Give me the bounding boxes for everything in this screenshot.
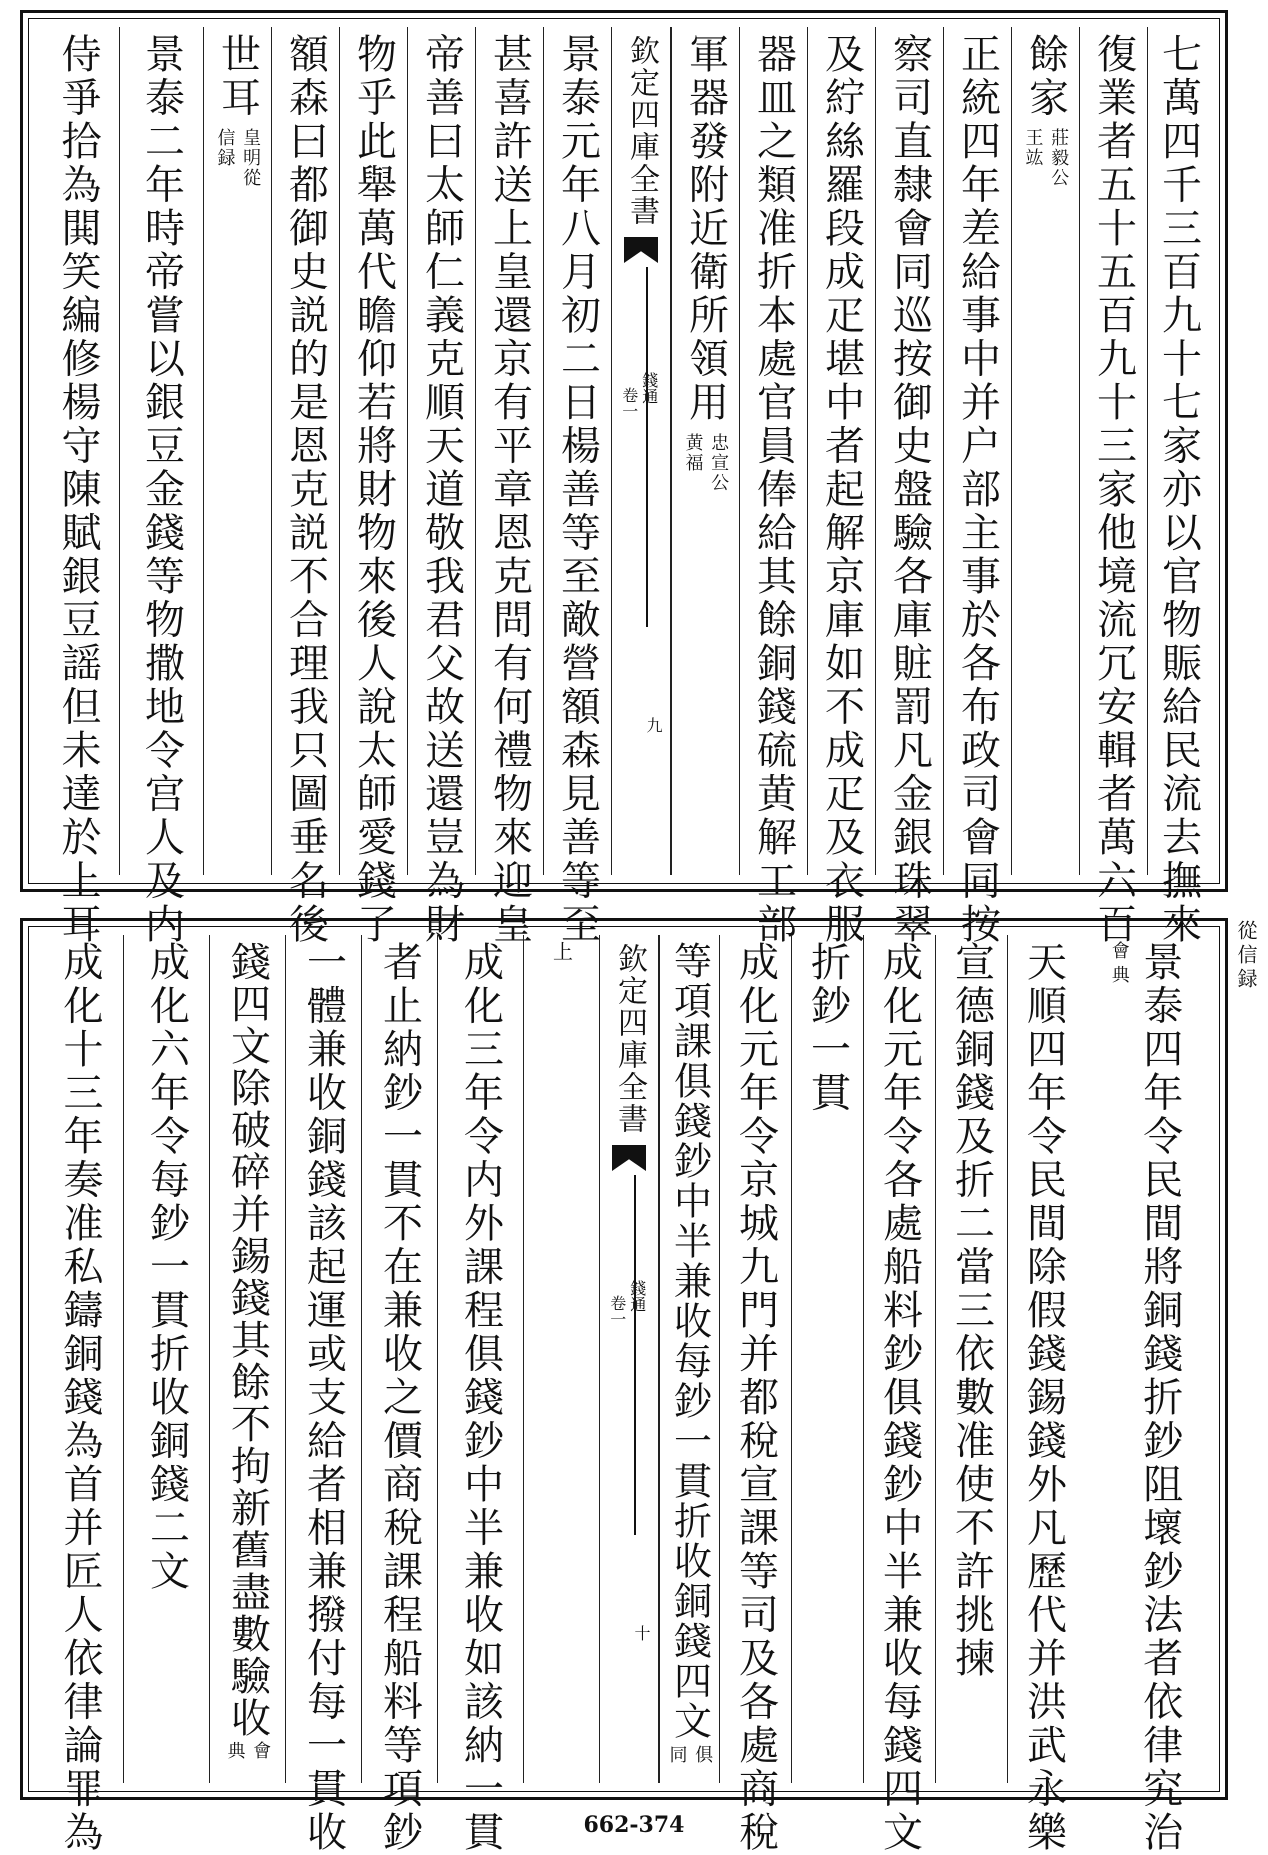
- note-text: 典: [1108, 965, 1130, 985]
- text-column: [935, 935, 1007, 1783]
- column-text: 成化元年令京城九門并都稅宣課等司及各處商稅: [732, 941, 779, 1855]
- text-column: [339, 27, 407, 947]
- column-text: 及紵絲羅段成疋堪中者起解京庫如不成疋及衣服: [818, 33, 865, 947]
- note-text: 俱: [692, 1745, 714, 1765]
- text-column: [123, 935, 209, 1783]
- column-text: 成化六年令每鈔一貫折收銅錢二文: [143, 941, 190, 1594]
- gutter-book: 錢通: [627, 1280, 647, 1312]
- column-text: 成化十三年奏准私鑄銅錢為首并匠人依律論罪為: [57, 941, 103, 1855]
- column-text: 器皿之類准折本處官員俸給其餘銅錢硫黄解工部: [750, 33, 797, 947]
- column-text: 甚喜許送上皇還京有平章恩克問有何禮物來迎皇: [486, 33, 533, 947]
- text-column: [475, 27, 543, 947]
- text-column: [285, 935, 361, 1855]
- column-text: 世耳: [214, 33, 261, 120]
- note-text: 王竑: [1022, 128, 1044, 168]
- text-column: [407, 27, 475, 947]
- column-text: 等項課俱錢鈔中半兼收每鈔一貫折收銅錢四文: [667, 941, 712, 1741]
- column-text: 帝善曰太師仁義克順天道敬我君父故送還豈為財: [418, 33, 465, 947]
- text-column: [719, 935, 791, 1855]
- interlinear-note: [666, 1745, 713, 1765]
- text-column: [543, 27, 611, 947]
- page-number: 662-374: [583, 1812, 685, 1838]
- text-column: [437, 935, 523, 1855]
- note-text: 信録: [214, 128, 236, 168]
- text-column: [739, 27, 807, 947]
- gutter-rule: [646, 267, 648, 627]
- column-text: 成化元年令各處船料鈔俱錢鈔中半兼收每錢四文: [876, 941, 923, 1855]
- column-text: 宣德銅錢及折二當三依數准使不許挑揀: [948, 941, 995, 1681]
- interlinear-note: [1022, 128, 1069, 188]
- note-text: 同: [666, 1745, 688, 1765]
- column-text: 復業者五十五百九十三家他境流冗安輯者萬六百: [1090, 33, 1137, 947]
- gutter-title: 欽定四庫全書: [624, 35, 659, 227]
- text-column: [807, 27, 875, 947]
- interlinear-note: [224, 1741, 271, 1761]
- note-text: 黄福: [682, 432, 704, 473]
- text-column: [361, 935, 437, 1855]
- gutter-volume: 卷一: [607, 1295, 627, 1327]
- fishtail-mark: [624, 237, 658, 263]
- gutter-title: 欽定四庫全書: [612, 943, 647, 1135]
- column-text: 七萬四千三百九十七家亦以官物賑給民流去撫來: [1155, 33, 1202, 947]
- text-column: [791, 935, 863, 1783]
- column-text: 物乎此舉萬代瞻仰若將財物來後人說太師愛錢了: [350, 33, 397, 947]
- column-text: 者止納鈔一貫不在兼收之價商稅課程船料等項鈔: [376, 941, 423, 1855]
- gutter-page-number: 九: [644, 717, 663, 733]
- column-text: 景泰元年八月初二日楊善等至敵營額森見善等至: [554, 33, 601, 947]
- text-column: [1007, 935, 1079, 1855]
- note-text: 會: [1108, 941, 1130, 961]
- column-text: 折鈔一貫: [804, 941, 851, 1115]
- text-column: [671, 27, 739, 875]
- column-text: 一體兼收銅錢該起運或支給者相兼撥付每一貫收: [300, 941, 347, 1855]
- text-column: [1011, 27, 1079, 875]
- text-column: [1079, 935, 1209, 1855]
- column-text: 軍器發附近衛所領用: [682, 33, 729, 425]
- column-text: 成化三年令内外課程俱錢鈔中半兼收如該納一貫: [457, 941, 504, 1855]
- note-text: 典: [224, 1741, 246, 1761]
- gutter-volume: 卷一: [619, 387, 639, 419]
- text-column: [37, 935, 123, 1855]
- column-text: 正統四年差給事中并户部主事於各布政司會同按: [954, 33, 1001, 947]
- interlinear-note: [682, 433, 729, 493]
- text-column: [1079, 27, 1147, 947]
- interlinear-note: [214, 128, 261, 188]
- gutter-book: 錢通: [639, 372, 659, 404]
- note-text: 莊毅公: [1048, 128, 1070, 188]
- top-page-panel: [20, 10, 1228, 947]
- note-text: 皇明從: [240, 128, 262, 188]
- text-column: [271, 27, 339, 947]
- column-text: 察司直隸會同巡按御史盤驗各庫賍罰凡金銀珠翠: [886, 33, 933, 947]
- gutter-rule: [634, 1175, 636, 1535]
- fishtail-mark: [612, 1145, 646, 1171]
- text-column: [119, 27, 203, 947]
- text-column: [209, 935, 285, 1783]
- column-text: 額森曰都御史説的是恩克説不合理我只圖垂名後: [282, 33, 329, 947]
- text-column: [203, 27, 271, 875]
- text-column: [875, 27, 943, 947]
- column-text: 錢四文除破碎并錫錢其餘不拘新舊盡數驗收: [224, 941, 271, 1739]
- text-column: [863, 935, 935, 1855]
- text-column: [659, 935, 719, 1783]
- column-text: 景泰四年令民間將銅錢折鈔阻壞鈔法者依律究治: [1136, 941, 1183, 1855]
- note-text: 會: [250, 1741, 272, 1761]
- center-gutter: [599, 935, 659, 1783]
- margin-note: 從信録: [1234, 920, 1258, 992]
- column-text: 景泰二年時帝嘗以銀豆金錢等物撒地令宫人及内: [138, 33, 185, 947]
- center-gutter: [611, 27, 671, 875]
- text-column: [943, 27, 1011, 947]
- text-column: [523, 935, 599, 1783]
- column-text: 天順四年令民間除假錢錫錢外凡歷代并洪武永樂: [1020, 941, 1067, 1855]
- interlinear-note: [1108, 941, 1130, 985]
- gutter-page-number: 十: [632, 1625, 651, 1641]
- text-column: [1147, 27, 1209, 947]
- column-text: 侍爭拾為閧笑編修楊守陳賦銀豆謡但未達於上耳: [55, 33, 101, 947]
- column-text: 餘家: [1022, 33, 1069, 120]
- column-text: 上: [549, 941, 574, 965]
- note-text: 忠宣公: [708, 432, 730, 493]
- text-column: [37, 27, 119, 947]
